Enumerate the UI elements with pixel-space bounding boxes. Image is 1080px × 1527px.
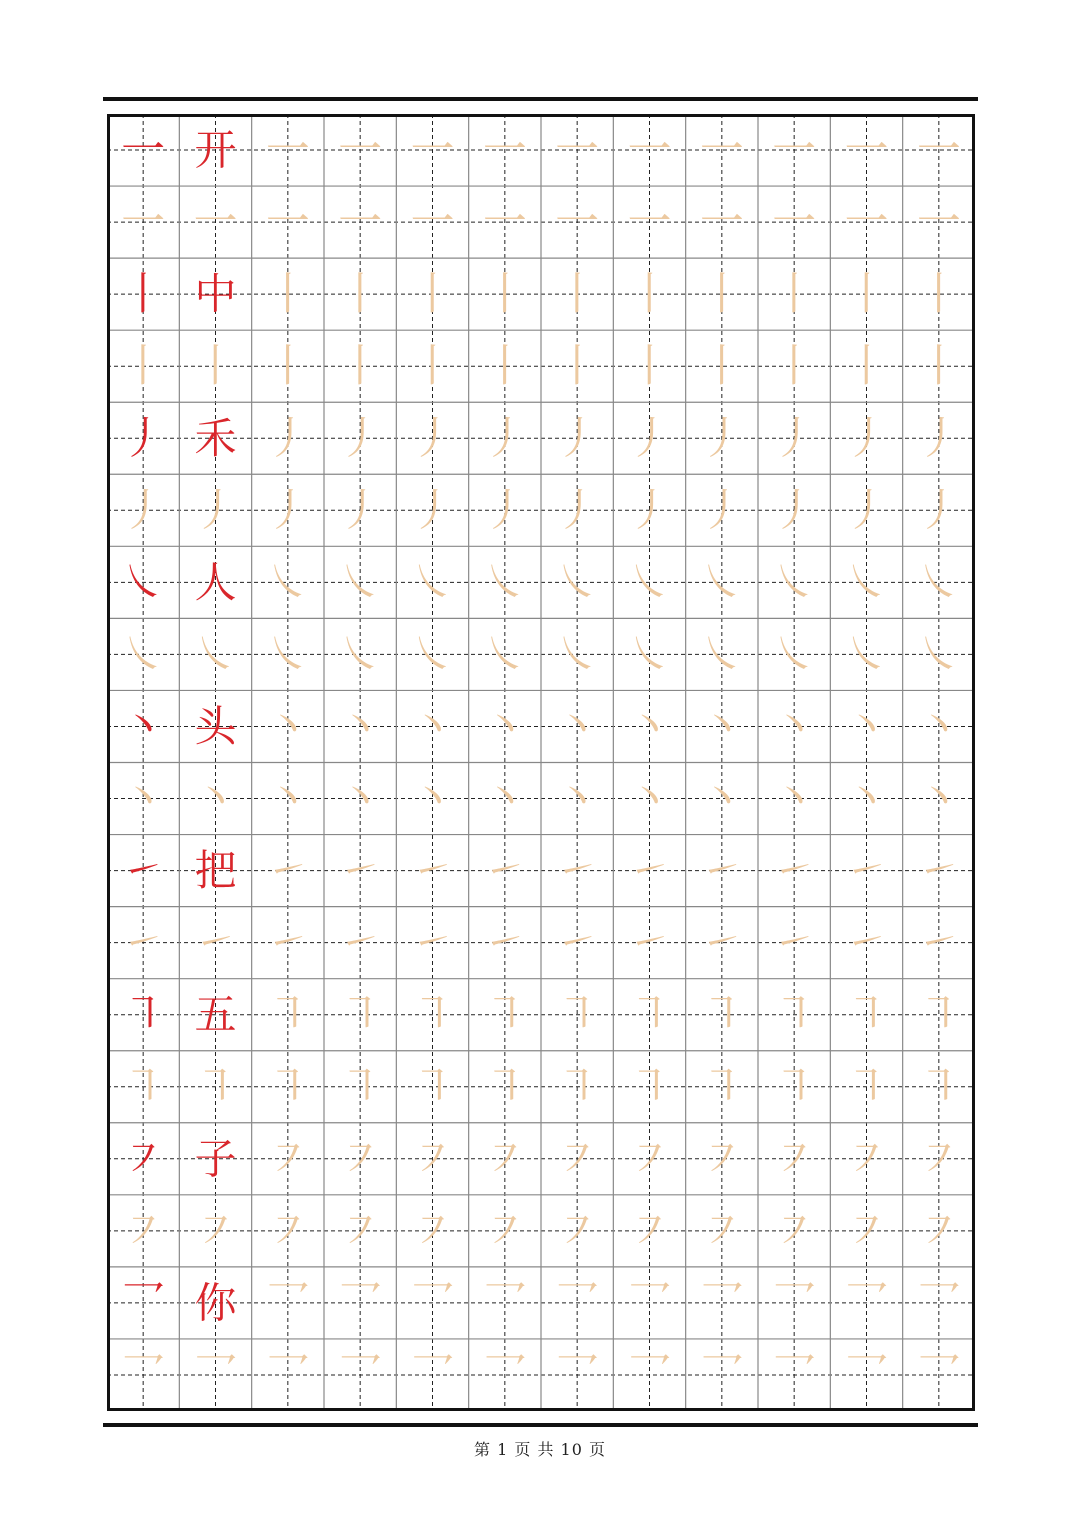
trace-stroke-dian: 丶	[627, 773, 672, 825]
model-stroke-heng: 一	[121, 124, 166, 176]
trace-stroke-heng: 一	[699, 124, 744, 176]
trace-stroke-henggou: 乛	[338, 1277, 383, 1329]
trace-stroke-hengzhe: ㇕	[772, 1061, 817, 1113]
trace-stroke-ti: ㇀	[844, 845, 889, 897]
trace-stroke-hengpie: ㇇	[193, 1205, 238, 1257]
trace-stroke-shu: 丨	[338, 268, 383, 320]
page-number: 第 1 页 共 10 页	[474, 1440, 606, 1459]
trace-stroke-henggou: 乛	[410, 1277, 455, 1329]
trace-stroke-pie: 丿	[844, 484, 889, 536]
model-stroke-pie: 丿	[121, 412, 166, 464]
trace-stroke-dian: 丶	[916, 773, 961, 825]
trace-stroke-hengzhe: ㇕	[410, 1061, 455, 1113]
trace-stroke-shu: 丨	[482, 268, 527, 320]
trace-stroke-na: ㇏	[193, 628, 238, 680]
trace-stroke-na: ㇏	[265, 556, 310, 608]
trace-stroke-pie: 丿	[699, 412, 744, 464]
trace-stroke-heng: 一	[338, 124, 383, 176]
trace-stroke-na: ㇏	[338, 556, 383, 608]
trace-stroke-henggou: 乛	[265, 1349, 310, 1401]
trace-stroke-na: ㇏	[916, 556, 961, 608]
trace-stroke-dian: 丶	[627, 700, 672, 752]
trace-stroke-pie: 丿	[482, 412, 527, 464]
trace-stroke-ti: ㇀	[555, 845, 600, 897]
trace-stroke-ti: ㇀	[338, 917, 383, 969]
trace-stroke-hengzhe: ㇕	[482, 989, 527, 1041]
trace-stroke-pie: 丿	[193, 484, 238, 536]
trace-stroke-hengpie: ㇇	[555, 1133, 600, 1185]
trace-stroke-shu: 丨	[844, 268, 889, 320]
trace-stroke-na: ㇏	[844, 556, 889, 608]
trace-stroke-ti: ㇀	[916, 917, 961, 969]
trace-stroke-hengpie: ㇇	[844, 1205, 889, 1257]
trace-stroke-na: ㇏	[482, 628, 527, 680]
trace-stroke-hengzhe: ㇕	[916, 1061, 961, 1113]
trace-stroke-shu: 丨	[410, 340, 455, 392]
trace-stroke-henggou: 乛	[410, 1349, 455, 1401]
trace-stroke-ti: ㇀	[772, 845, 817, 897]
trace-stroke-heng: 一	[482, 124, 527, 176]
trace-stroke-heng: 一	[555, 124, 600, 176]
trace-stroke-hengzhe: ㇕	[627, 1061, 672, 1113]
trace-stroke-ti: ㇀	[699, 917, 744, 969]
trace-stroke-dian: 丶	[844, 773, 889, 825]
trace-stroke-ti: ㇀	[193, 917, 238, 969]
example-character: 把	[194, 846, 237, 896]
trace-stroke-henggou: 乛	[265, 1277, 310, 1329]
trace-stroke-na: ㇏	[338, 628, 383, 680]
trace-stroke-henggou: 乛	[699, 1277, 744, 1329]
trace-stroke-pie: 丿	[265, 412, 310, 464]
trace-stroke-henggou: 乛	[555, 1277, 600, 1329]
trace-stroke-dian: 丶	[338, 773, 383, 825]
trace-stroke-henggou: 乛	[699, 1349, 744, 1401]
model-stroke-ti: ㇀	[121, 845, 166, 897]
trace-stroke-hengpie: ㇇	[916, 1205, 961, 1257]
trace-stroke-henggou: 乛	[555, 1349, 600, 1401]
trace-stroke-ti: ㇀	[265, 917, 310, 969]
trace-stroke-na: ㇏	[772, 556, 817, 608]
trace-stroke-ti: ㇀	[410, 845, 455, 897]
trace-stroke-ti: ㇀	[338, 845, 383, 897]
trace-stroke-hengpie: ㇇	[410, 1205, 455, 1257]
trace-stroke-pie: 丿	[916, 484, 961, 536]
trace-stroke-shu: 丨	[338, 340, 383, 392]
trace-stroke-hengpie: ㇇	[844, 1133, 889, 1185]
trace-stroke-pie: 丿	[482, 484, 527, 536]
trace-stroke-hengzhe: ㇕	[265, 989, 310, 1041]
trace-stroke-dian: 丶	[555, 773, 600, 825]
example-character: 头	[194, 701, 237, 751]
trace-stroke-ti: ㇀	[482, 845, 527, 897]
trace-stroke-dian: 丶	[121, 773, 166, 825]
trace-stroke-shu: 丨	[121, 340, 166, 392]
trace-stroke-dian: 丶	[844, 700, 889, 752]
example-character: 你	[194, 1278, 237, 1328]
trace-stroke-hengpie: ㇇	[699, 1205, 744, 1257]
trace-stroke-pie: 丿	[627, 412, 672, 464]
example-character: 禾	[194, 413, 237, 463]
trace-stroke-heng: 一	[699, 196, 744, 248]
trace-stroke-hengzhe: ㇕	[555, 989, 600, 1041]
trace-stroke-pie: 丿	[627, 484, 672, 536]
trace-stroke-heng: 一	[410, 196, 455, 248]
trace-stroke-heng: 一	[916, 196, 961, 248]
trace-stroke-dian: 丶	[482, 700, 527, 752]
trace-stroke-dian: 丶	[555, 700, 600, 752]
trace-stroke-dian: 丶	[916, 700, 961, 752]
trace-stroke-dian: 丶	[410, 773, 455, 825]
trace-stroke-pie: 丿	[121, 484, 166, 536]
trace-stroke-shu: 丨	[555, 268, 600, 320]
trace-stroke-henggou: 乛	[627, 1349, 672, 1401]
trace-stroke-shu: 丨	[482, 340, 527, 392]
trace-stroke-heng: 一	[627, 124, 672, 176]
trace-stroke-henggou: 乛	[482, 1349, 527, 1401]
trace-stroke-heng: 一	[410, 124, 455, 176]
trace-stroke-dian: 丶	[193, 773, 238, 825]
trace-stroke-pie: 丿	[555, 412, 600, 464]
trace-stroke-shu: 丨	[627, 268, 672, 320]
trace-stroke-hengpie: ㇇	[627, 1133, 672, 1185]
trace-stroke-na: ㇏	[627, 556, 672, 608]
trace-stroke-shu: 丨	[410, 268, 455, 320]
trace-stroke-ti: ㇀	[916, 845, 961, 897]
trace-stroke-hengpie: ㇇	[482, 1205, 527, 1257]
trace-stroke-pie: 丿	[410, 412, 455, 464]
trace-stroke-na: ㇏	[627, 628, 672, 680]
trace-stroke-ti: ㇀	[627, 845, 672, 897]
trace-stroke-na: ㇏	[410, 628, 455, 680]
trace-stroke-henggou: 乛	[844, 1349, 889, 1401]
trace-stroke-hengzhe: ㇕	[338, 989, 383, 1041]
trace-stroke-ti: ㇀	[555, 917, 600, 969]
trace-stroke-pie: 丿	[772, 484, 817, 536]
trace-stroke-hengzhe: ㇕	[265, 1061, 310, 1113]
trace-stroke-shu: 丨	[844, 340, 889, 392]
trace-stroke-pie: 丿	[338, 412, 383, 464]
example-character: 子	[194, 1134, 237, 1184]
model-stroke-hengzhe: ㇕	[121, 989, 166, 1041]
trace-stroke-shu: 丨	[772, 268, 817, 320]
trace-stroke-pie: 丿	[265, 484, 310, 536]
trace-stroke-hengpie: ㇇	[265, 1205, 310, 1257]
trace-stroke-hengpie: ㇇	[772, 1205, 817, 1257]
trace-stroke-ti: ㇀	[772, 917, 817, 969]
trace-stroke-heng: 一	[338, 196, 383, 248]
bottom-rule	[103, 1423, 978, 1427]
trace-stroke-henggou: 乛	[121, 1349, 166, 1401]
trace-stroke-hengzhe: ㇕	[555, 1061, 600, 1113]
trace-stroke-hengpie: ㇇	[265, 1133, 310, 1185]
trace-stroke-pie: 丿	[410, 484, 455, 536]
trace-stroke-hengpie: ㇇	[338, 1205, 383, 1257]
trace-stroke-henggou: 乛	[627, 1277, 672, 1329]
trace-stroke-heng: 一	[627, 196, 672, 248]
trace-stroke-shu: 丨	[699, 340, 744, 392]
trace-stroke-dian: 丶	[482, 773, 527, 825]
trace-stroke-pie: 丿	[338, 484, 383, 536]
trace-stroke-hengzhe: ㇕	[627, 989, 672, 1041]
trace-stroke-ti: ㇀	[410, 917, 455, 969]
trace-stroke-dian: 丶	[772, 700, 817, 752]
trace-stroke-hengzhe: ㇕	[844, 1061, 889, 1113]
trace-stroke-hengpie: ㇇	[338, 1133, 383, 1185]
trace-stroke-shu: 丨	[916, 268, 961, 320]
trace-stroke-hengzhe: ㇕	[844, 989, 889, 1041]
trace-stroke-heng: 一	[265, 124, 310, 176]
example-character: 五	[194, 990, 237, 1040]
trace-stroke-na: ㇏	[772, 628, 817, 680]
trace-stroke-hengpie: ㇇	[699, 1133, 744, 1185]
trace-stroke-hengzhe: ㇕	[699, 1061, 744, 1113]
trace-stroke-na: ㇏	[916, 628, 961, 680]
trace-stroke-henggou: 乛	[772, 1277, 817, 1329]
model-stroke-henggou: 乛	[121, 1277, 166, 1329]
trace-stroke-heng: 一	[772, 124, 817, 176]
example-character: 人	[194, 557, 237, 607]
trace-stroke-pie: 丿	[916, 412, 961, 464]
trace-stroke-na: ㇏	[699, 556, 744, 608]
trace-stroke-dian: 丶	[265, 773, 310, 825]
trace-stroke-henggou: 乛	[916, 1277, 961, 1329]
trace-stroke-henggou: 乛	[772, 1349, 817, 1401]
example-character: 开	[194, 125, 237, 175]
trace-stroke-shu: 丨	[555, 340, 600, 392]
trace-stroke-hengpie: ㇇	[772, 1133, 817, 1185]
trace-stroke-hengpie: ㇇	[482, 1133, 527, 1185]
trace-stroke-pie: 丿	[772, 412, 817, 464]
trace-stroke-henggou: 乛	[916, 1349, 961, 1401]
model-stroke-hengpie: ㇇	[121, 1133, 166, 1185]
trace-stroke-dian: 丶	[410, 700, 455, 752]
trace-stroke-shu: 丨	[193, 340, 238, 392]
trace-stroke-shu: 丨	[699, 268, 744, 320]
trace-stroke-dian: 丶	[265, 700, 310, 752]
trace-stroke-ti: ㇀	[121, 917, 166, 969]
trace-stroke-na: ㇏	[555, 556, 600, 608]
trace-stroke-heng: 一	[265, 196, 310, 248]
trace-stroke-ti: ㇀	[699, 845, 744, 897]
trace-stroke-hengzhe: ㇕	[338, 1061, 383, 1113]
trace-stroke-shu: 丨	[772, 340, 817, 392]
trace-stroke-hengzhe: ㇕	[916, 989, 961, 1041]
trace-stroke-shu: 丨	[265, 268, 310, 320]
trace-stroke-heng: 一	[482, 196, 527, 248]
trace-stroke-hengzhe: ㇕	[193, 1061, 238, 1113]
trace-stroke-shu: 丨	[265, 340, 310, 392]
model-stroke-shu: 丨	[121, 268, 166, 320]
trace-stroke-heng: 一	[916, 124, 961, 176]
trace-stroke-pie: 丿	[844, 412, 889, 464]
trace-stroke-pie: 丿	[555, 484, 600, 536]
trace-stroke-hengpie: ㇇	[916, 1133, 961, 1185]
trace-stroke-na: ㇏	[555, 628, 600, 680]
trace-stroke-heng: 一	[555, 196, 600, 248]
trace-stroke-hengzhe: ㇕	[772, 989, 817, 1041]
trace-stroke-hengzhe: ㇕	[482, 1061, 527, 1113]
trace-stroke-hengzhe: ㇕	[121, 1061, 166, 1113]
writing-practice-grid	[107, 114, 975, 1411]
model-stroke-na: ㇏	[121, 556, 166, 608]
trace-stroke-dian: 丶	[699, 773, 744, 825]
trace-stroke-hengzhe: ㇕	[699, 989, 744, 1041]
model-stroke-dian: 丶	[121, 700, 166, 752]
trace-stroke-ti: ㇀	[844, 917, 889, 969]
trace-stroke-na: ㇏	[410, 556, 455, 608]
example-character: 中	[194, 269, 237, 319]
trace-stroke-shu: 丨	[627, 340, 672, 392]
trace-stroke-na: ㇏	[265, 628, 310, 680]
trace-stroke-shu: 丨	[916, 340, 961, 392]
trace-stroke-heng: 一	[193, 196, 238, 248]
trace-stroke-henggou: 乛	[844, 1277, 889, 1329]
trace-stroke-heng: 一	[121, 196, 166, 248]
trace-stroke-ti: ㇀	[482, 917, 527, 969]
trace-stroke-heng: 一	[844, 196, 889, 248]
trace-stroke-henggou: 乛	[338, 1349, 383, 1401]
trace-stroke-dian: 丶	[338, 700, 383, 752]
trace-stroke-pie: 丿	[699, 484, 744, 536]
trace-stroke-hengpie: ㇇	[121, 1205, 166, 1257]
top-rule	[103, 97, 978, 101]
trace-stroke-heng: 一	[844, 124, 889, 176]
trace-stroke-hengpie: ㇇	[627, 1205, 672, 1257]
trace-stroke-na: ㇏	[121, 628, 166, 680]
trace-stroke-ti: ㇀	[265, 845, 310, 897]
trace-stroke-na: ㇏	[699, 628, 744, 680]
trace-stroke-hengpie: ㇇	[555, 1205, 600, 1257]
trace-stroke-hengzhe: ㇕	[410, 989, 455, 1041]
trace-stroke-henggou: 乛	[193, 1349, 238, 1401]
trace-stroke-heng: 一	[772, 196, 817, 248]
trace-stroke-na: ㇏	[482, 556, 527, 608]
trace-stroke-dian: 丶	[772, 773, 817, 825]
trace-stroke-henggou: 乛	[482, 1277, 527, 1329]
trace-stroke-na: ㇏	[844, 628, 889, 680]
trace-stroke-ti: ㇀	[627, 917, 672, 969]
trace-stroke-hengpie: ㇇	[410, 1133, 455, 1185]
trace-stroke-dian: 丶	[699, 700, 744, 752]
